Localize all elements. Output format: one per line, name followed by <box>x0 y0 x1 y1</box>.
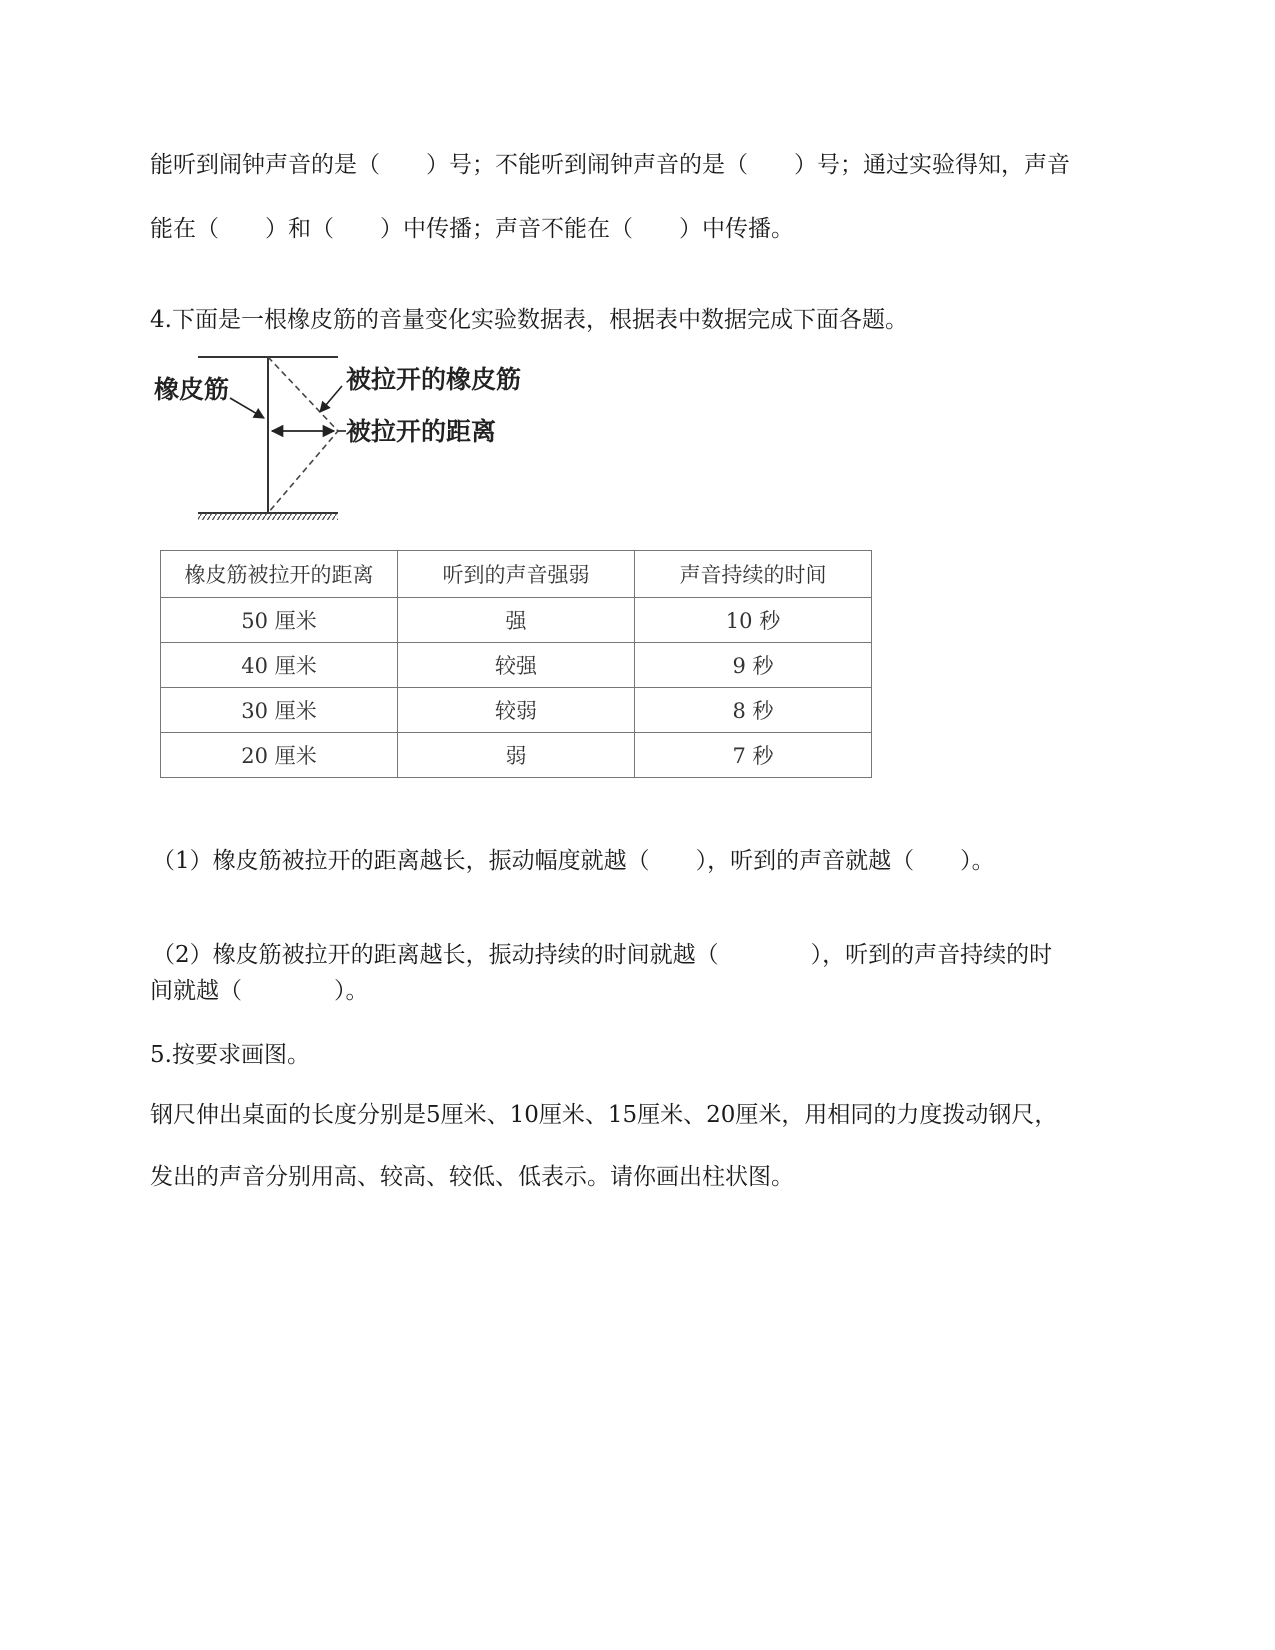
cell-loudness: 较强 <box>398 643 635 688</box>
cell-loudness: 较弱 <box>398 688 635 733</box>
top-support <box>198 356 338 357</box>
question-5-text-line-1: 钢尺伸出桌面的长度分别是5厘米、10厘米、15厘米、20厘米，用相同的力度拨动钢尺， <box>150 1102 1058 1128</box>
cell-loudness: 强 <box>398 598 635 643</box>
cell-duration: 10 秒 <box>635 598 872 643</box>
cell-distance: 40 厘米 <box>161 643 398 688</box>
question-4-prompt: 4.下面是一根橡皮筋的音量变化实验数据表，根据表中数据完成下面各题。 <box>150 307 908 333</box>
question-5-text-line-2: 发出的声音分别用高、较高、较低、低表示。请你画出柱状图。 <box>150 1164 794 1190</box>
sub-question-1: （1）橡皮筋被拉开的距离越长，振动幅度就越（ ），听到的声音就越（ ）。 <box>152 848 995 874</box>
rubber-band-diagram <box>150 356 570 546</box>
experiment-data-table <box>160 550 872 778</box>
cell-loudness: 弱 <box>398 733 635 778</box>
header-loudness: 听到的声音强弱 <box>398 551 635 598</box>
table-row <box>161 643 872 688</box>
band-pointer <box>230 398 264 418</box>
header-duration: 声音持续的时间 <box>635 551 872 598</box>
cell-duration: 8 秒 <box>635 688 872 733</box>
question-5-title: 5.按要求画图。 <box>150 1042 310 1068</box>
stretched-pointer <box>320 386 342 412</box>
cell-duration: 9 秒 <box>635 643 872 688</box>
cell-distance: 50 厘米 <box>161 598 398 643</box>
experiment-data-table-wrap <box>160 550 872 778</box>
bottom-support <box>198 513 338 520</box>
cell-distance: 30 厘米 <box>161 688 398 733</box>
cell-duration: 7 秒 <box>635 733 872 778</box>
sub-question-2-line-1: （2）橡皮筋被拉开的距离越长，振动持续的时间就越（ ），听到的声音持续的时 <box>152 942 1053 968</box>
table-header-row <box>161 551 872 598</box>
table-row <box>161 688 872 733</box>
stretched-band-line <box>268 357 338 513</box>
table-row <box>161 733 872 778</box>
label-stretch-distance: 被拉开的距离 <box>346 417 497 446</box>
label-stretched-band: 被拉开的橡皮筋 <box>346 365 522 394</box>
question-3-text-line-2: 能在（ ）和（ ）中传播；声音不能在（ ）中传播。 <box>150 216 794 242</box>
cell-distance: 20 厘米 <box>161 733 398 778</box>
question-3-text-line-1: 能听到闹钟声音的是（ ）号；不能听到闹钟声音的是（ ）号；通过实验得知，声音 <box>150 152 1070 178</box>
table-row <box>161 598 872 643</box>
label-rubber-band: 橡皮筋 <box>154 375 230 404</box>
header-distance: 橡皮筋被拉开的距离 <box>161 551 398 598</box>
sub-question-2-line-2: 间就越（ ）。 <box>150 978 369 1004</box>
